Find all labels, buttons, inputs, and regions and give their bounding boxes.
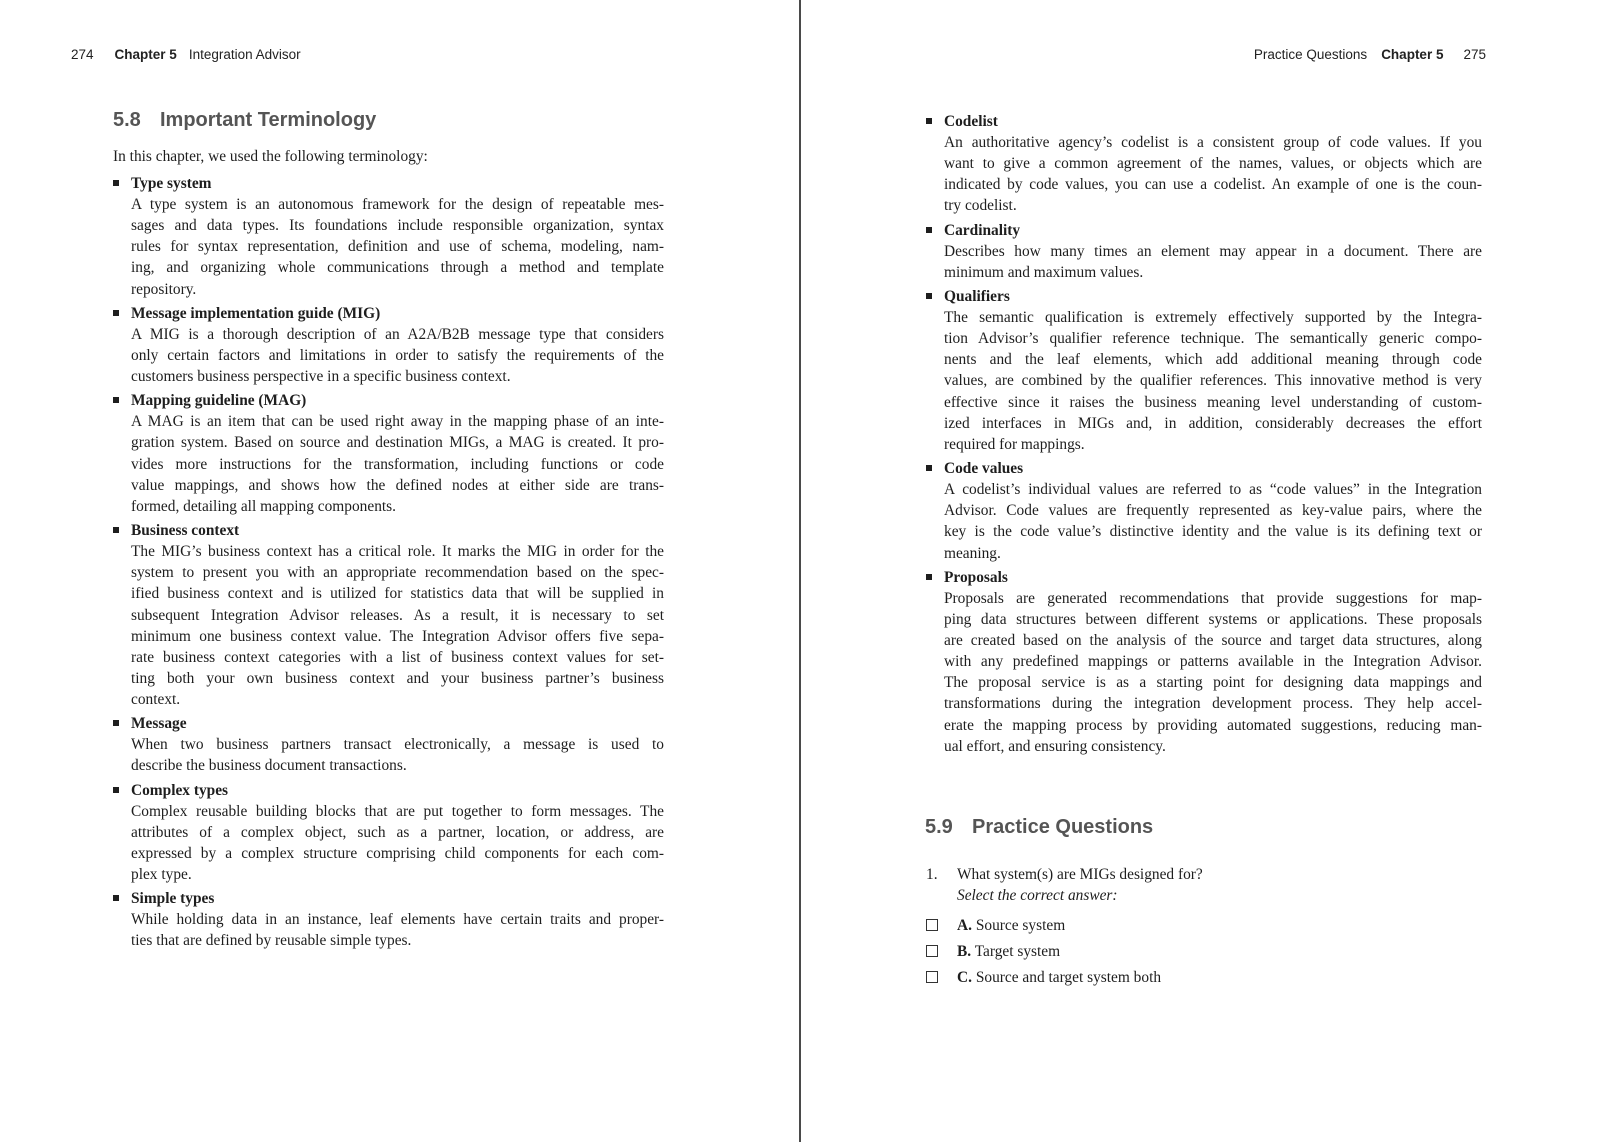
definition-line: effective since it raises the business meaning level understanding of custom- xyxy=(944,393,1482,411)
question-text: What system(s) are MIGs designed for? xyxy=(957,866,1203,883)
definition-line: indicated by code values, you can use a codelist. An example of one is the coun- xyxy=(944,176,1482,194)
term-name: Mapping guideline (MAG) xyxy=(131,392,307,410)
term-item xyxy=(926,111,1482,217)
definition-line: formed, detailing all mapping components. xyxy=(131,497,396,515)
question-item xyxy=(926,864,1477,988)
definition-line: ping data structures between different systems or applications. These proposals xyxy=(944,610,1482,628)
page-number: 275 xyxy=(1463,47,1486,62)
term-definition xyxy=(944,588,1482,757)
square-bullet-icon xyxy=(113,397,119,403)
definition-line: with any predefined mappings or patterns available in the Integration Advisor. xyxy=(944,653,1482,671)
practice-questions xyxy=(926,864,1477,993)
term-name: Cardinality xyxy=(944,221,1021,239)
square-bullet-icon xyxy=(113,787,119,793)
definition-line: gration system. Based on source and destination MIGs, a MAG is created. It pro- xyxy=(131,434,664,452)
definition-line: context. xyxy=(131,691,181,709)
definition-line: plex type. xyxy=(131,866,192,884)
term-definition xyxy=(131,324,664,387)
square-bullet-icon xyxy=(113,527,119,533)
definition-line: A codelist’s individual values are referred to as “code values” in the Integration xyxy=(944,481,1482,499)
answer-option[interactable] xyxy=(957,967,1477,988)
definition-line: The proposal service is as a starting point for designing data mappings and xyxy=(944,674,1482,692)
running-head-left xyxy=(71,47,301,62)
definition-line: A MAG is an item that can be used right away in the mapping phase of an inte- xyxy=(131,413,664,431)
section-title: Practice Questions xyxy=(972,816,1154,838)
answer-options xyxy=(957,915,1477,988)
term-item xyxy=(926,286,1482,455)
term-definition xyxy=(131,801,664,886)
definition-line: Complex reusable building blocks that are put together to form messages. The xyxy=(131,802,664,820)
definition-line: ified business context and is utilized for statistics data that will be supplied in xyxy=(131,585,664,603)
definition-line: minimum one business context value. The Integration Advisor offers five sepa- xyxy=(131,627,664,645)
definition-line: try codelist. xyxy=(944,197,1017,215)
term-item xyxy=(926,567,1482,757)
term-definition xyxy=(131,411,664,517)
square-bullet-icon xyxy=(926,227,932,233)
terminology-list-continued xyxy=(926,111,1482,760)
checkbox-icon[interactable] xyxy=(926,919,938,931)
definition-line: minimum and maximum values. xyxy=(944,263,1144,281)
definition-line: system to present you with an appropriate recommendation based on the spec- xyxy=(131,564,664,582)
option-letter: B. xyxy=(957,943,972,960)
term-definition xyxy=(131,194,664,300)
definition-line: ing, and organizing whole communications through a method and template xyxy=(131,259,664,277)
option-letter: A. xyxy=(957,917,972,934)
square-bullet-icon xyxy=(926,465,932,471)
definition-line: attributes of a complex object, such as a partner, location, or address, are xyxy=(131,823,664,841)
term-name: Complex types xyxy=(131,781,229,799)
definition-line: ties that are defined by reusable simple types. xyxy=(131,932,412,950)
checkbox-icon[interactable] xyxy=(926,945,938,957)
term-name: Qualifiers xyxy=(944,287,1010,305)
page-divider xyxy=(799,0,801,1142)
definition-line: tion Advisor’s qualifier reference technique. The semantically generic compo- xyxy=(944,330,1482,348)
term-item xyxy=(113,780,664,886)
checkbox-icon[interactable] xyxy=(926,971,938,983)
definition-line: The semantic qualification is extremely effectively supported by the Integra- xyxy=(944,308,1482,326)
definition-line: customers business perspective in a specific business context. xyxy=(131,368,511,386)
definition-line: subsequent Integration Advisor releases. As a result, it is necessary to set xyxy=(131,606,664,624)
definition-line: erate the mapping process by providing automated suggestions, reducing man- xyxy=(944,716,1482,734)
definition-line: rate business context categories with a list of business context values for set- xyxy=(131,648,664,666)
running-head-right xyxy=(1254,47,1486,62)
definition-line: expressed by a complex structure comprising child components for each com- xyxy=(131,844,664,862)
chapter-label: Chapter 5 xyxy=(1381,47,1444,62)
definition-line: repository. xyxy=(131,280,197,298)
terminology-list xyxy=(113,173,664,955)
definition-line: are created based on the analysis of the source and target data structures, along xyxy=(944,631,1482,649)
option-text: Source system xyxy=(975,917,1066,934)
square-bullet-icon xyxy=(926,574,932,580)
definition-line: An authoritative agency’s codelist is a consistent group of code values. If you xyxy=(944,134,1482,151)
term-name: Type system xyxy=(131,175,212,192)
section-heading-terminology xyxy=(113,109,376,132)
question-number: 1. xyxy=(926,866,938,883)
square-bullet-icon xyxy=(113,310,119,316)
term-definition xyxy=(131,909,664,951)
term-name: Code values xyxy=(944,460,1024,478)
term-item xyxy=(113,520,664,710)
term-name: Proposals xyxy=(944,568,1008,586)
term-definition xyxy=(944,307,1482,455)
term-name: Codelist xyxy=(944,113,998,130)
term-item xyxy=(113,390,664,517)
answer-option[interactable] xyxy=(957,915,1477,936)
term-item xyxy=(113,713,664,776)
definition-line: want to give a common agreement of the names, values, or objects which are xyxy=(944,155,1482,173)
section-number: 5.9 xyxy=(925,816,953,838)
term-name: Message implementation guide (MIG) xyxy=(131,304,381,322)
term-item xyxy=(113,888,664,951)
definition-line: required for mappings. xyxy=(944,435,1085,453)
term-definition xyxy=(131,734,664,776)
definition-line: sages and data types. Its foundations include responsible organization, syntax xyxy=(131,217,664,235)
running-section-title: Practice Questions xyxy=(1253,47,1368,62)
definition-line: nents and the leaf elements, which add additional meaning through code xyxy=(944,351,1482,369)
square-bullet-icon xyxy=(113,895,119,901)
square-bullet-icon xyxy=(113,720,119,726)
definition-line: vides more instructions for the transformation, including functions or code xyxy=(131,455,664,473)
definition-line: A type system is an autonomous framework for the design of repeatable mes- xyxy=(131,196,664,213)
definition-line: When two business partners transact electronically, a message is used to xyxy=(131,736,664,754)
definition-line: rules for syntax representation, definition and use of schema, modeling, nam- xyxy=(131,238,664,256)
option-text: Target system xyxy=(974,943,1061,960)
term-item xyxy=(113,303,664,387)
term-item xyxy=(926,220,1482,283)
section-title: Important Terminology xyxy=(160,109,377,131)
square-bullet-icon xyxy=(113,180,119,186)
page-number: 274 xyxy=(71,47,94,62)
definition-line: value mappings, and shows how the defined nodes at either side are trans- xyxy=(131,476,664,494)
term-definition xyxy=(944,479,1482,564)
definition-line: While holding data in an instance, leaf elements have certain traits and proper- xyxy=(131,911,664,929)
chapter-label: Chapter 5 xyxy=(114,47,177,62)
option-text: Source and target system both xyxy=(975,969,1162,986)
definition-line: ting both your own business context and your business partner’s business xyxy=(131,669,664,687)
square-bullet-icon xyxy=(926,293,932,299)
chapter-title: Integration Advisor xyxy=(188,47,301,62)
definition-line: only certain factors and limitations in order to satisfy the requirements of the xyxy=(131,346,664,364)
definition-line: Describes how many times an element may appear in a document. There are xyxy=(944,242,1482,260)
definition-line: meaning. xyxy=(944,544,1001,562)
definition-line: ual effort, and ensuring consistency. xyxy=(944,737,1166,755)
right-page xyxy=(802,0,1600,1142)
definition-line: The MIG’s business context has a critical role. It marks the MIG in order for the xyxy=(131,543,664,561)
term-name: Simple types xyxy=(131,890,215,908)
answer-option[interactable] xyxy=(957,941,1477,962)
definition-line: values, are combined by the qualifier references. This innovative method is very xyxy=(944,372,1482,390)
definition-line: transformations during the integration development process. They help accel- xyxy=(944,695,1482,713)
intro-paragraph: In this chapter, we used the following terminology: xyxy=(113,148,428,165)
definition-line: ized interfaces in MIGs and, in addition, considerably decreases the effort xyxy=(944,414,1482,432)
term-definition xyxy=(131,541,664,710)
definition-line: Advisor. Code values are frequently represented as key-value pairs, where the xyxy=(944,502,1482,520)
term-name: Business context xyxy=(131,522,240,540)
term-item xyxy=(926,458,1482,564)
term-name: Message xyxy=(131,715,187,733)
option-letter: C. xyxy=(957,969,972,986)
term-definition xyxy=(944,132,1482,217)
section-heading-practice-questions xyxy=(925,816,1153,839)
definition-line: A MIG is a thorough description of an A2A/B2B message type that considers xyxy=(131,325,664,343)
definition-line: describe the business document transactions. xyxy=(131,757,407,775)
question-instruction: Select the correct answer: xyxy=(957,887,1118,904)
square-bullet-icon xyxy=(926,118,932,124)
section-number: 5.8 xyxy=(113,109,141,131)
definition-line: Proposals are generated recommendations that provide suggestions for map- xyxy=(944,589,1482,607)
term-item xyxy=(113,173,664,300)
definition-line: key is the code value’s distinctive identity and the value is its defining text or xyxy=(944,523,1482,541)
term-definition xyxy=(944,241,1482,283)
